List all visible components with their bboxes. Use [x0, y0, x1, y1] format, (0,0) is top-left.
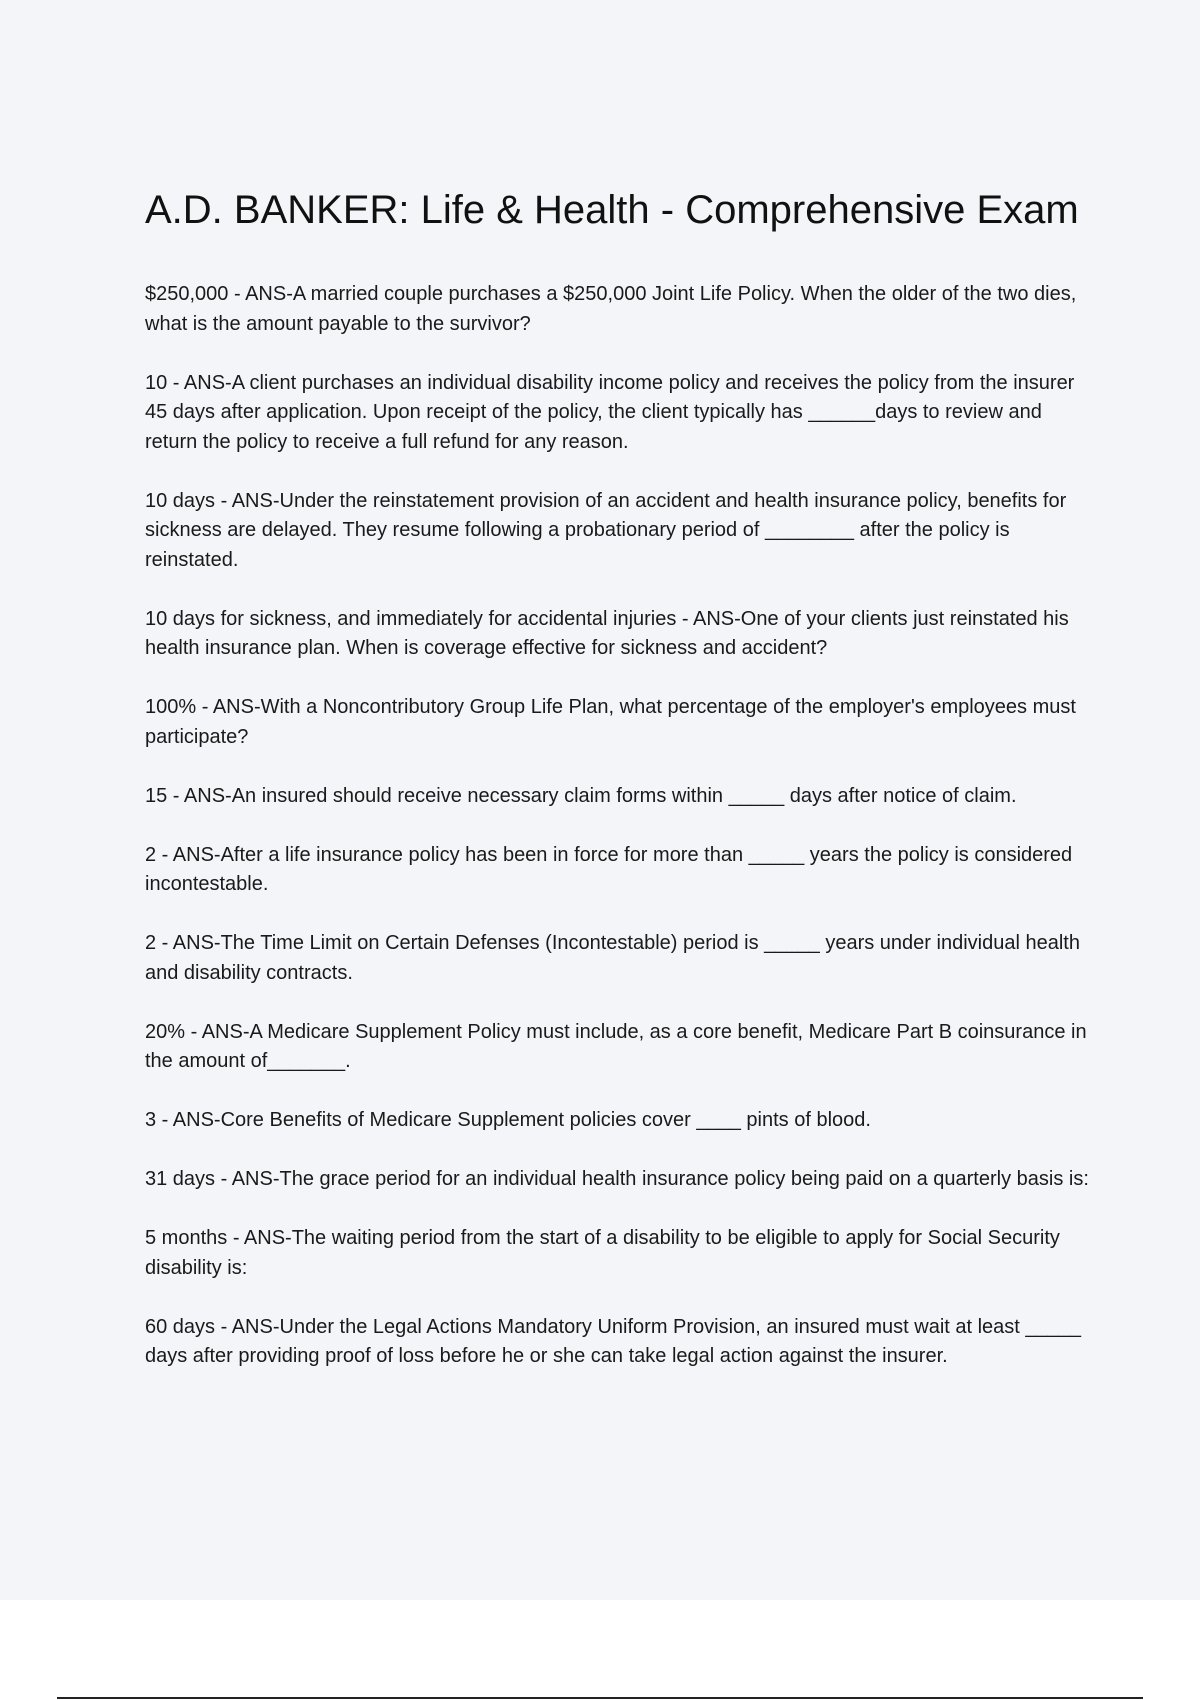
question-answer-list [145, 280, 1095, 1401]
page-title: A.D. BANKER: Life & Health - Comprehensive Exam [145, 188, 1079, 232]
qa-item: 2 - ANS-After a life insurance policy has been in force for more than _____ years the policy is considered incontestable. [145, 843, 1073, 895]
qa-item: 60 days - ANS-Under the Legal Actions Mandatory Uniform Provision, an insured must wait at least _____ days after providing proof of loss before he or she can take legal action against the insurer. [145, 1315, 1082, 1367]
qa-item: 20% - ANS-A Medicare Supplement Policy must include, as a core benefit, Medicare Part B coinsurance in the amount of_______. [145, 1020, 1087, 1072]
footer-divider [57, 1697, 1143, 1699]
qa-item: $250,000 - ANS-A married couple purchases a $250,000 Joint Life Policy. When the older of the two dies, what is the amount payable to the survivor? [145, 283, 1077, 335]
qa-item: 100% - ANS-With a Noncontributory Group Life Plan, what percentage of the employer's employees must participate? [145, 696, 1076, 748]
qa-item: 3 - ANS-Core Benefits of Medicare Supplement policies cover ____ pints of blood. [145, 1109, 871, 1131]
qa-item: 5 months - ANS-The waiting period from the start of a disability to be eligible to apply for Social Security disability is: [145, 1227, 1060, 1279]
qa-item: 15 - ANS-An insured should receive necessary claim forms within _____ days after notice of claim. [145, 784, 1017, 807]
qa-item: 10 - ANS-A client purchases an individual disability income policy and receives the policy from the insurer 45 days after application. Upon receipt of the policy, the client typically has ______days to review and return the policy to receive a full refund for any reason. [145, 371, 1075, 453]
qa-item: 2 - ANS-The Time Limit on Certain Defenses (Incontestable) period is _____ years under individual health and disability contracts. [145, 932, 1080, 984]
qa-item: 10 days - ANS-Under the reinstatement provision of an accident and health insurance policy, benefits for sickness are delayed. They resume following a probationary period of ________ after the policy is reinstated. [145, 489, 1067, 571]
qa-item: 10 days for sickness, and immediately for accidental injuries - ANS-One of your clients just reinstated his health insurance plan. When is coverage effective for sickness and accident? [145, 607, 1069, 659]
qa-item: 31 days - ANS-The grace period for an individual health insurance policy being paid on a quarterly basis is: [145, 1168, 1089, 1190]
